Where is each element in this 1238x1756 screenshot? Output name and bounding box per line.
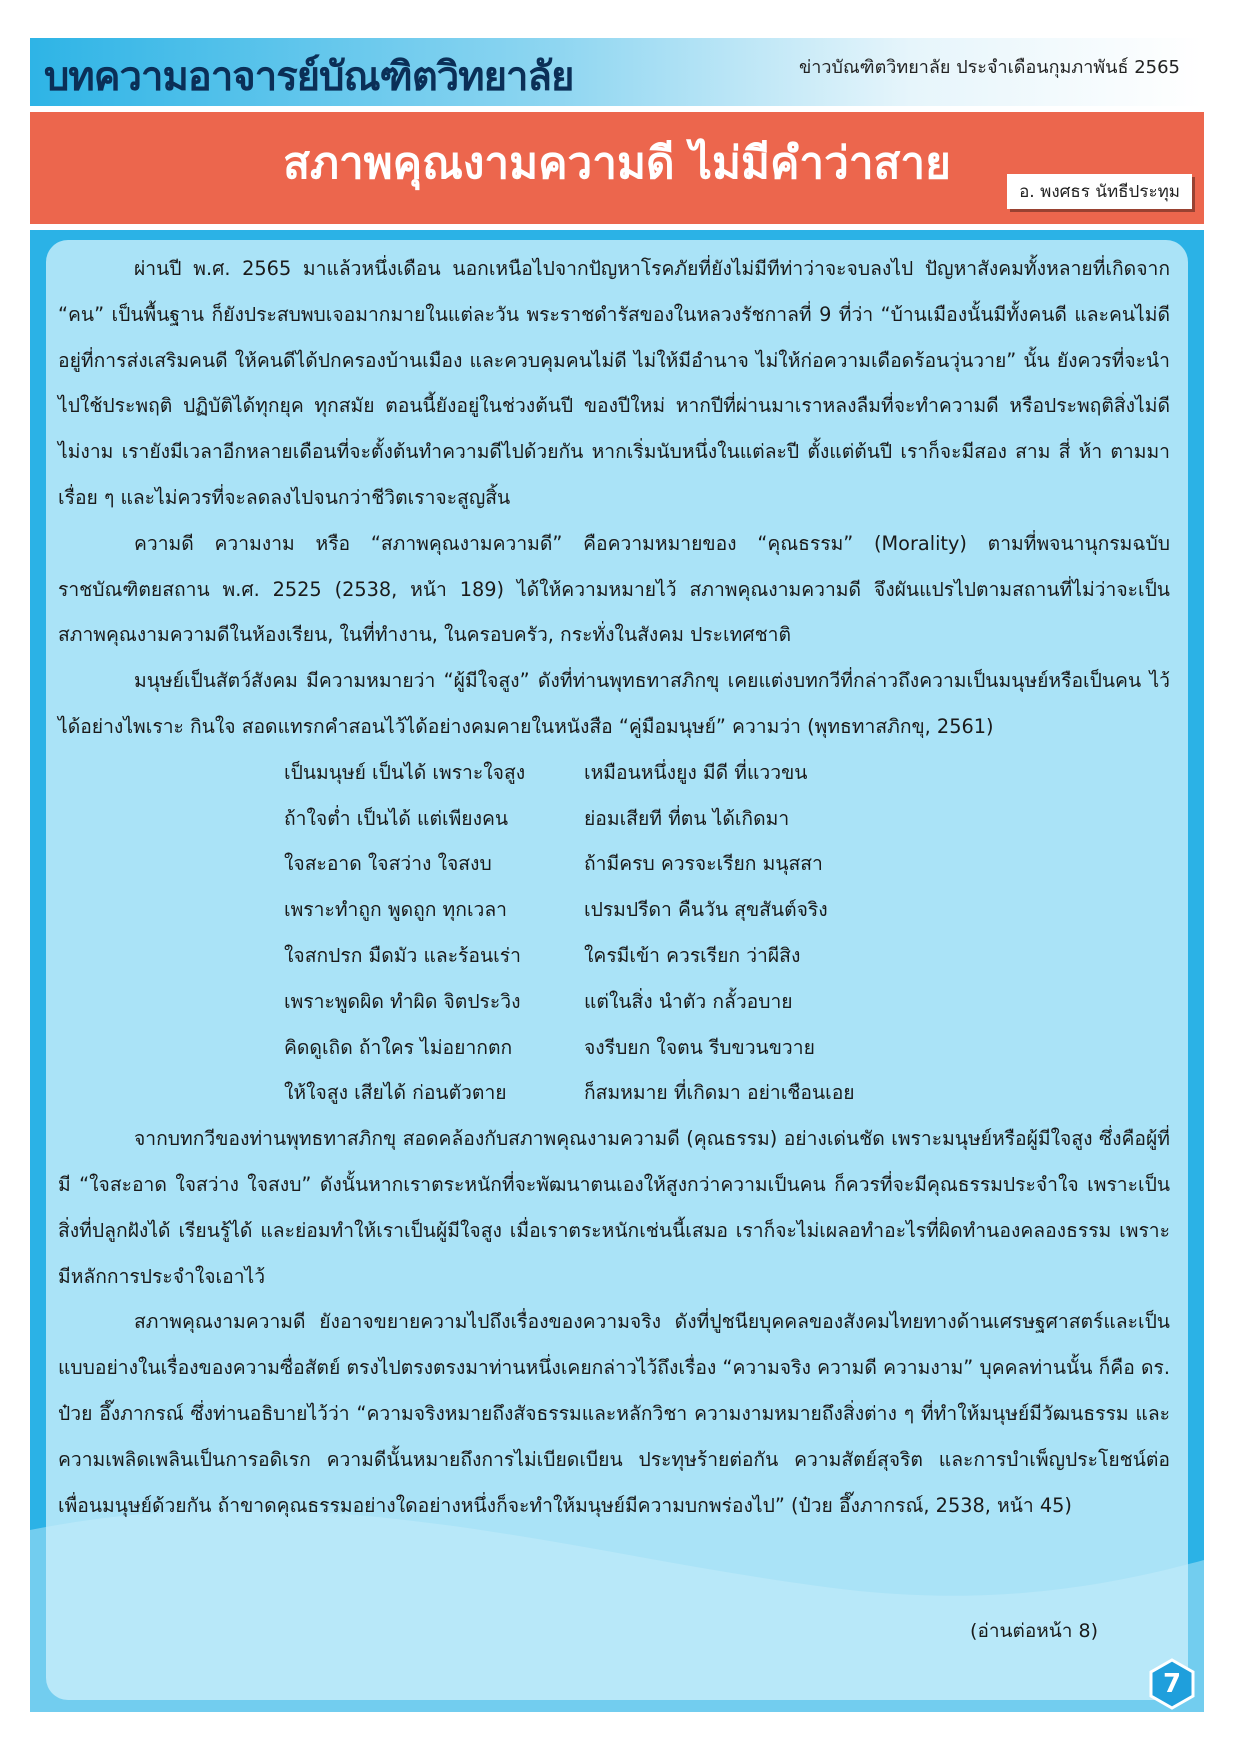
continue-note: (อ่านต่อหน้า 8) [970, 1620, 1098, 1642]
poem-verse-left: คิดดูเถิด ถ้าใคร ไม่อยากตก [284, 1035, 513, 1059]
poem-verse-left: เพราะทำถูก พูดถูก ทุกเวลา [284, 898, 508, 922]
paragraph: ความดี ความงาม หรือ “สภาพคุณงามความดี” คือความหมายของ “คุณธรรม” (Morality) ตามที่พจนานุกรมฉบับราชบัณฑิตยสถาน พ.ศ. 2525 (2538, หน้า 189) ได้ให้ความหมายไว้ สภาพคุณงามความดี จึงผันแปรไปตามสถานที่ไม่ว่าจะเป็น สภาพคุณงามความดีในห้องเรียน, ในที่ทำงาน, ในครอบครัว, กระทั่งในสังคม ประเทศชาติ [58, 531, 1170, 647]
poem-verse-right: ถ้ามีครบ ควรจะเรียก มนุสสา [584, 852, 823, 876]
poem-verse-right: แต่ในสิ่ง นำตัว กลั้วอบาย [584, 989, 793, 1013]
poem-verse-right: เปรมปรีดา คืนวัน สุขสันต์จริง [584, 898, 828, 922]
poem-line [58, 1025, 1170, 1071]
poem-verse-left: ถ้าใจต่ำ เป็นได้ แต่เพียงคน [284, 806, 509, 830]
poem-verse-left: ใจสกปรก มืดมัว และร้อนเร่า [284, 943, 521, 967]
paragraph: จากบทกวีของท่านพุทธทาสภิกขุ สอดคล้องกับสภาพคุณงามความดี (คุณธรรม) อย่างเด่นชัด เพราะมนุษย์หรือผู้มีใจสูง ซึ่งคือผู้ที่มี “ใจสะอาด ใจสว่าง ใจสงบ” ดังนั้นหากเราตระหนักที่จะพัฒนาตนเองให้สูงกว่าความเป็นคน ก็ควรที่จะมีคุณธรรมประจำใจ เพราะเป็นสิ่งที่ปลูกฝังได้ เรียนรู้ได้ และย่อมทำให้เราเป็นผู้มีใจสูง เมื่อเราตระหนักเช่นนี้เสมอ เราก็จะไม่เผลอทำอะไรที่ผิดทำนองคลองธรรม เพราะมีหลักการประจำใจเอาไว้ [58, 1127, 1170, 1288]
poem-verse-right: ก็สมหมาย ที่เกิดมา อย่าเชือนเอย [584, 1081, 855, 1105]
paragraph: สภาพคุณงามความดี ยังอาจขยายความไปถึงเรื่องของความจริง ดังที่ปูชนียบุคคลของสังคมไทยทางด้านเศรษฐศาสตร์และเป็นแบบอย่างในเรื่องของความซื่อสัตย์ ตรงไปตรงตรงมาท่านหนึ่งเคยกล่าวไว้ถึงเรื่อง “ความจริง ความดี ความงาม” บุคคลท่านนั้น ก็คือ ดร. ป๋วย อึ๊งภากรณ์ ซึ่งท่านอธิบายไว้ว่า “ความจริงหมายถึงสัจธรรมและหลักวิชา ความงามหมายถึงสิ่งต่าง ๆ ที่ทำให้มนุษย์มีวัฒนธรรม และความเพลิดเพลินเป็นการอดิเรก ความดีนั้นหมายถึงการไม่เบียดเบียน ประทุษร้ายต่อกัน ความสัตย์สุจริต และการบำเพ็ญประโยชน์ต่อเพื่อนมนุษย์ด้วยกัน ถ้าขาดคุณธรรมอย่างใดอย่างหนึ่งก็จะทำให้มนุษย์มีความบกพร่องไป” (ป๋วย อึ๊งภากรณ์, 2538, หน้า 45) [58, 1310, 1170, 1517]
poem-line [58, 1070, 1170, 1116]
poem-verse-right: ย่อมเสียที ที่ตน ได้เกิดมา [584, 806, 790, 830]
poem [58, 750, 1170, 1116]
article-body [58, 246, 1170, 1528]
section-title: บทความอาจารย์บัณฑิตวิทยาลัย [44, 54, 574, 100]
poem-verse-left: เพราะพูดผิด ทำผิด จิตประวิง [284, 989, 521, 1013]
poem-line [58, 796, 1170, 842]
author-name: อ. พงศธร นัทธีประทุม [1007, 174, 1192, 209]
poem-line [58, 887, 1170, 933]
issue-info: ข่าวบัณฑิตวิทยาลัย ประจำเดือนกุมภาพันธ์ 2565 [799, 57, 1180, 78]
title-banner [30, 112, 1204, 224]
poem-line [58, 979, 1170, 1025]
poem-verse-left: ให้ใจสูง เสียได้ ก่อนตัวตาย [284, 1081, 507, 1105]
poem-verse-left: เป็นมนุษย์ เป็นได้ เพราะใจสูง [284, 760, 526, 784]
poem-verse-right: จงรีบยก ใจตน รีบขวนขวาย [584, 1035, 815, 1059]
poem-line [58, 933, 1170, 979]
page-number: 7 [1162, 1669, 1182, 1699]
paragraph: มนุษย์เป็นสัตว์สังคม มีความหมายว่า “ผู้มีใจสูง” ดังที่ท่านพุทธทาสภิกขุ เคยแต่งบทกวีที่กล่าวถึงความเป็นมนุษย์หรือเป็นคน ไว้ได้อย่างไพเราะ กินใจ สอดแทรกคำสอนไว้ได้อย่างคมคายในหนังสือ “คู่มือมนุษย์” ความว่า (พุทธทาสภิกขุ, 2561) [58, 669, 1170, 738]
poem-line [58, 750, 1170, 796]
poem-verse-left: ใจสะอาด ใจสว่าง ใจสงบ [284, 852, 492, 876]
page-number-badge [1146, 1658, 1198, 1710]
article-title: สภาพคุณงามความดี ไม่มีคำว่าสาย [283, 138, 951, 189]
poem-verse-right: เหมือนหนึ่งยูง มีดี ที่แววขน [584, 760, 808, 784]
paragraph: ผ่านปี พ.ศ. 2565 มาแล้วหนึ่งเดือน นอกเหนือไปจากปัญหาโรคภัยที่ยังไม่มีทีท่าว่าจะจบลงไป ปัญหาสังคมทั้งหลายที่เกิดจาก “คน” เป็นพื้นฐาน ก็ยังประสบพบเจอมากมายในแต่ละวัน พระราชดำรัสของในหลวงรัชกาลที่ 9 ที่ว่า “บ้านเมืองนั้นมีทั้งคนดี และคนไม่ดี อยู่ที่การส่งเสริมคนดี ให้คนดีได้ปกครองบ้านเมือง และควบคุมคนไม่ดี ไม่ให้มีอำนาจ ไม่ให้ก่อความเดือดร้อนวุ่นวาย” นั้น ยังควรที่จะนำไปใช้ประพฤติ ปฏิบัติได้ทุกยุค ทุกสมัย ตอนนี้ยังอยู่ในช่วงต้นปี ของปีใหม่ หากปีที่ผ่านมาเราหลงลืมที่จะทำความดี หรือประพฤติสิ่งไม่ดี ไม่งาม เรายังมีเวลาอีกหลายเดือนที่จะตั้งต้นทำความดีไปด้วยกัน หากเริ่มนับหนึ่งในแต่ละปี ตั้งแต่ต้นปี เราก็จะมีสอง สาม สี่ ห้า ตามมาเรื่อย ๆ และไม่ควรที่จะลดลงไปจนกว่าชีวิตเราจะสูญสิ้น [58, 257, 1170, 509]
poem-line [58, 841, 1170, 887]
poem-verse-right: ใครมีเข้า ควรเรียก ว่าผีสิง [584, 943, 801, 967]
